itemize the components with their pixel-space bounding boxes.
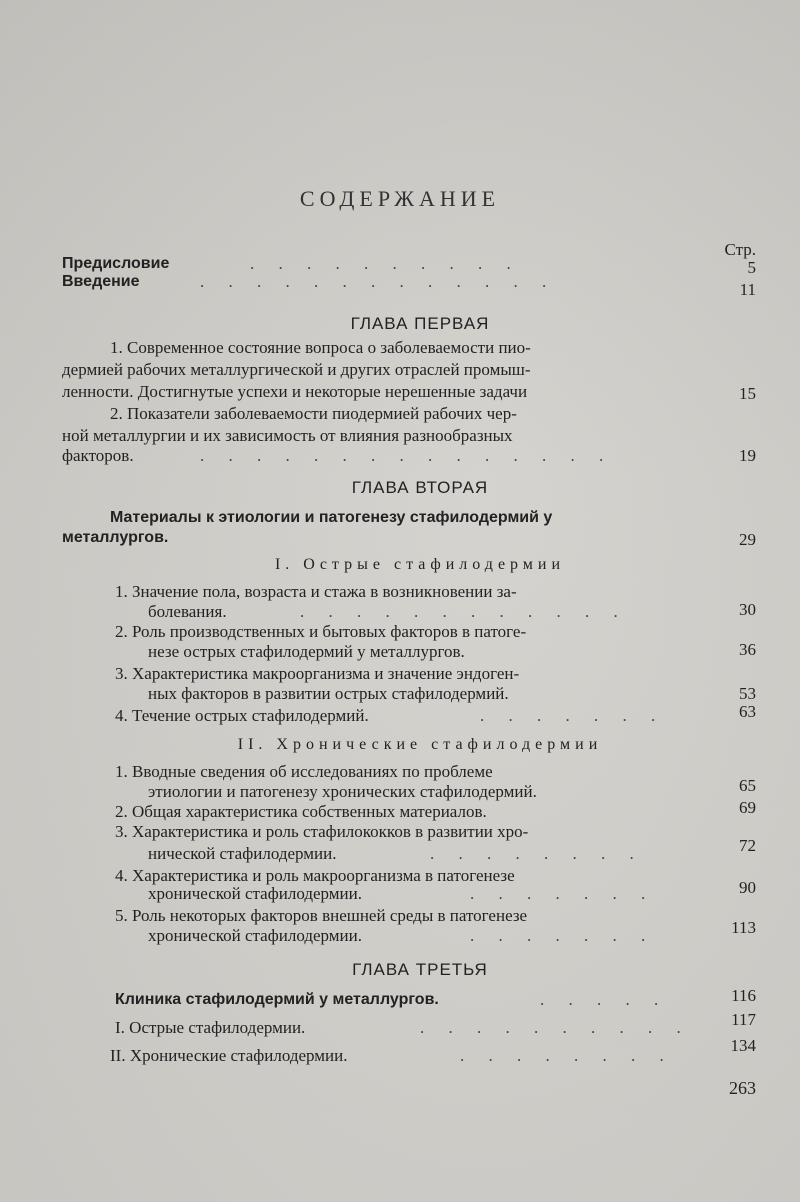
toc-line: незе острых стафилодермий у металлургов.	[148, 642, 465, 661]
toc-page: 117	[731, 1010, 756, 1029]
toc-line: 5. Роль некоторых факторов внешней среды в патогенезе	[115, 906, 528, 925]
leader-dots: . . . . . . . . . . . . . . .	[200, 446, 614, 465]
toc-line: болевания.	[148, 602, 227, 621]
toc-line: Материалы к этиологии и патогенезу стафилодермий у	[110, 509, 553, 526]
toc-page: 29	[739, 530, 756, 549]
leader-dots: . . . . . . .	[470, 926, 656, 945]
toc-line: хронической стафилодермии.	[148, 926, 362, 945]
toc-page: 65	[739, 776, 756, 795]
toc-line: 3. Характеристика макроорганизма и значение эндоген-	[115, 664, 520, 683]
toc-preface: Предисловие	[62, 255, 170, 272]
toc-line: 4. Характеристика и роль макроорганизма в патогенезе	[115, 866, 515, 885]
page-column-header: Стр.	[724, 240, 756, 259]
toc-page: 90	[739, 878, 756, 897]
toc-line: 1. Значение пола, возраста и стажа в возникновении за-	[115, 582, 517, 601]
toc-line: 1. Вводные сведения об исследованиях по проблеме	[115, 762, 493, 781]
toc-page: 19	[739, 446, 756, 465]
toc-line: 4. Течение острых стафилодермий.	[115, 706, 369, 725]
toc-line: хронической стафилодермии.	[148, 884, 362, 903]
toc-page-introduction: 11	[739, 280, 756, 299]
toc-page: 36	[739, 640, 756, 659]
toc-page: 113	[731, 918, 756, 937]
page-title: СОДЕРЖАНИЕ	[299, 186, 501, 211]
toc-line: металлургов.	[62, 529, 169, 546]
toc-line: 2. Роль производственных и бытовых факторов в патоге-	[115, 622, 527, 641]
toc-line: 2. Общая характеристика собственных материалов.	[115, 802, 487, 821]
toc-line: этиологии и патогенезу хронических стафилодермий.	[148, 782, 537, 801]
toc-line: факторов.	[62, 446, 134, 465]
toc-line: Клиника стафилодермий у металлургов.	[115, 991, 439, 1008]
toc-page: 69	[739, 798, 756, 817]
toc-line: нической стафилодермии.	[148, 844, 337, 863]
toc-line: 2. Показатели заболеваемости пиодермией рабочих чер-	[110, 404, 517, 423]
toc-line: 3. Характеристика и роль стафилококков в развитии хро-	[115, 822, 529, 841]
leader-dots: . . . . . . . .	[430, 844, 644, 863]
toc-page: 63	[739, 702, 756, 721]
toc-line: ленности. Достигнутые успехи и некоторые нерешенные задачи	[62, 382, 528, 401]
toc-page-preface: 5	[747, 258, 756, 277]
leader-dots: . . . . . . . . . . . . .	[200, 272, 557, 291]
leader-dots: . . . . . . .	[470, 884, 656, 903]
toc-line: II. Хронические стафилодермии.	[110, 1046, 348, 1065]
leader-dots: . . . . .	[540, 990, 669, 1009]
section-heading-acute: I. Острые стафилодермии	[274, 556, 566, 573]
toc-page: 116	[731, 986, 756, 1005]
toc-introduction: Введение	[62, 273, 140, 290]
toc-page: 53	[739, 684, 756, 703]
leader-dots: . . . . . . . . . .	[420, 1018, 691, 1037]
toc-page: 30	[739, 600, 756, 619]
leader-dots: . . . . . . . . . . . .	[300, 602, 628, 621]
leader-dots: . . . . . . . .	[460, 1046, 674, 1065]
toc-line: ной металлургии и их зависимость от влияния разнообразных	[62, 426, 513, 445]
toc-page: 134	[730, 1036, 756, 1055]
chapter-heading-1: ГЛАВА ПЕРВАЯ	[350, 314, 490, 333]
section-heading-chronic: II. Хронические стафилодермии	[237, 736, 603, 753]
toc-page: 15	[739, 384, 756, 403]
leader-dots: . . . . . . .	[480, 706, 666, 725]
chapter-heading-2: ГЛАВА ВТОРАЯ	[351, 478, 489, 497]
leader-dots: . . . . . . . . . .	[250, 254, 521, 273]
chapter-heading-3: ГЛАВА ТРЕТЬЯ	[352, 960, 488, 979]
page-number: 263	[729, 1078, 756, 1098]
toc-line: дермией рабочих металлургической и других отраслей промыш-	[62, 360, 531, 379]
toc-page: 72	[739, 836, 756, 855]
toc-line: 1. Современное состояние вопроса о заболеваемости пио-	[110, 338, 531, 357]
toc-line: I. Острые стафилодермии.	[115, 1018, 306, 1037]
toc-line: ных факторов в развитии острых стафилодермий.	[148, 684, 509, 703]
